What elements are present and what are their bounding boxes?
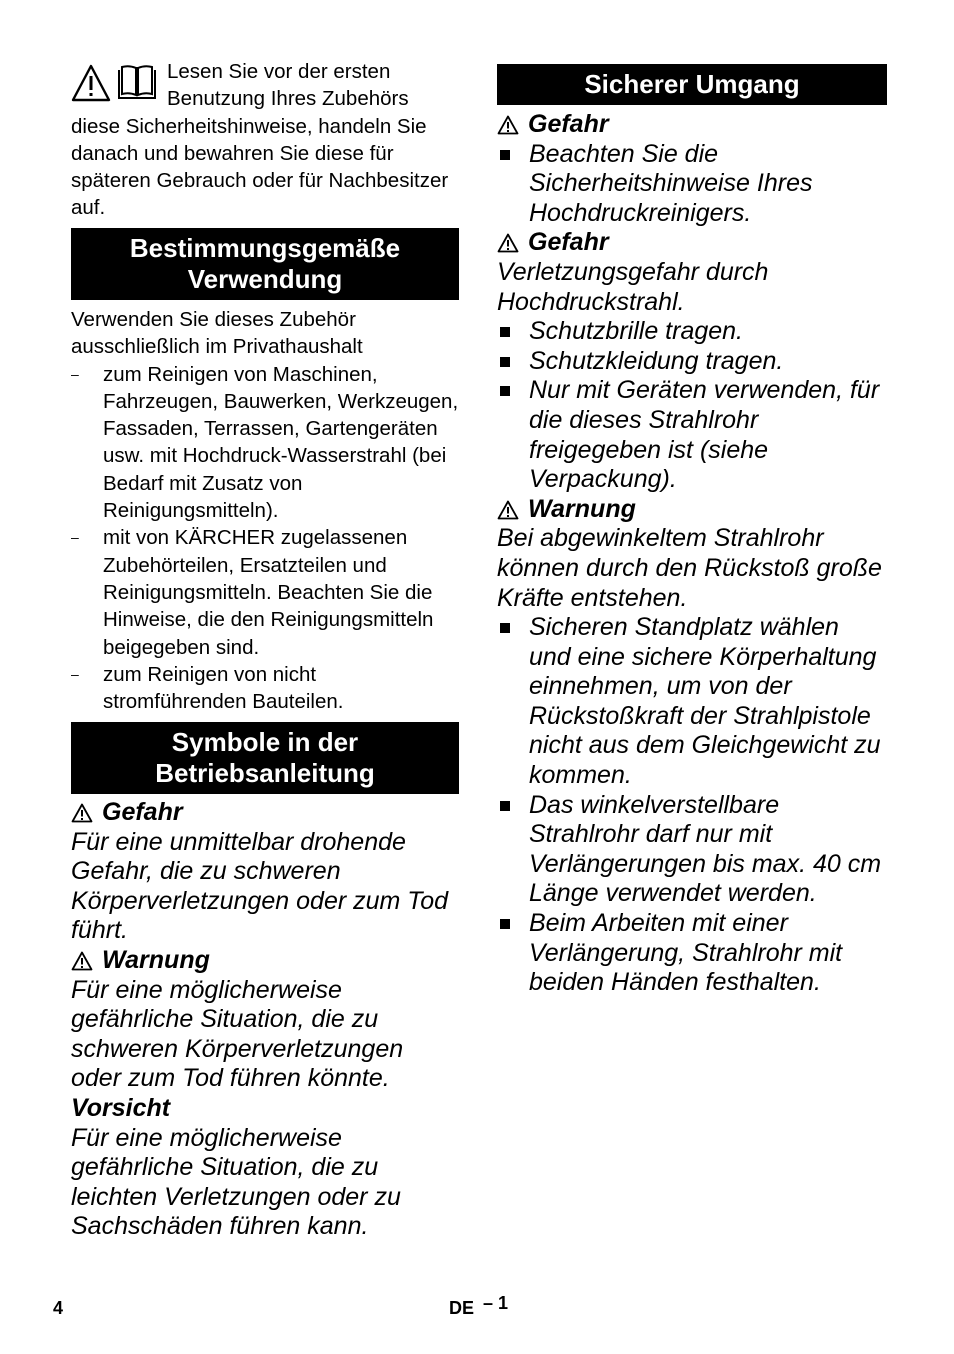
section-heading-symbole [71, 722, 459, 794]
gefahr-heading: Gefahr [497, 110, 887, 140]
warning-triangle-icon [71, 951, 93, 971]
gefahr-text: Für eine unmittelbar drohende Gefahr, die zu schweren Körperverletzungen oder zum Tod führt. [71, 827, 449, 945]
section-heading-bestimmung [71, 228, 459, 300]
section-heading: Sicherer Umgang [584, 69, 800, 99]
warning-triangle-icon [497, 115, 519, 135]
gefahr2-text: Verletzungsgefahr durch Hochdruckstrahl. [497, 257, 769, 316]
gefahr2-list [497, 317, 887, 495]
list-item: Schutzbrille tragen. [497, 317, 887, 347]
warnung-list [497, 613, 887, 998]
list-item: Nur mit Geräten verwenden, für die dieses Strahlrohr freigegeben ist (siehe Verpackung). [497, 376, 887, 494]
section-heading-line1: Bestimmungsgemäße [129, 233, 401, 263]
warning-triangle-icon [71, 803, 93, 823]
list-item: Schutzkleidung tragen. [497, 347, 887, 377]
list-item: Beachten Sie die Sicherheitshinweise Ihres Hochdruckreinigers. [497, 140, 887, 229]
vorsicht-text: Für eine möglicherweise gefährliche Situation, die zu leichten Verletzungen oder zu Sachschäden führen kann. [71, 1123, 401, 1241]
section-heading-line2: Betriebsanleitung [155, 758, 375, 788]
section-heading-line1: Symbole in der [171, 727, 359, 757]
list-item: Sicheren Standplatz wählen und eine sichere Körperhaltung einnehmen, um von der Rückstoßkraft der Strahlpistole nicht aus dem Gleichgewicht zu kommen. [497, 613, 887, 791]
section-bestimmung-body [71, 306, 459, 715]
warnung-text: Für eine möglicherweise gefährliche Situation, die zu schweren Körperverletzungen oder zum Tod führen könnte. [71, 975, 404, 1093]
section-heading-line2: Verwendung [187, 264, 343, 294]
vorsicht-heading: Vorsicht [71, 1093, 171, 1122]
list-item: Beim Arbeiten mit einer Verlängerung, Strahlrohr mit beiden Händen festhalten. [497, 909, 887, 998]
usage-intro: Verwenden Sie dieses Zubehör ausschließlich im Privathaushalt [71, 308, 363, 359]
section-sicherer-umgang-body [497, 110, 887, 998]
section-symbole-body [71, 798, 459, 1242]
list-item: Das winkelverstellbare Strahlrohr darf nur mit Verlängerungen bis max. 40 cm Länge verwendet werden. [497, 791, 887, 909]
language-page: – 1 [483, 1293, 509, 1313]
warnung-heading: Warnung [71, 946, 459, 976]
gefahr-heading: Gefahr [71, 798, 459, 828]
warnung-text: Bei abgewinkeltem Strahlrohr können durch den Rückstoß große Kräfte entstehen. [497, 524, 882, 612]
intro-icons [71, 64, 161, 104]
warning-triangle-icon [497, 233, 519, 253]
section-heading-sicherer-umgang [497, 64, 887, 105]
gefahr-heading: Gefahr [497, 228, 887, 258]
warnung-heading: Warnung [497, 495, 887, 525]
gefahr1-list [497, 140, 887, 229]
usage-list [71, 361, 459, 716]
warning-triangle-icon [497, 500, 519, 520]
list-item: – zum Reinigen von Maschinen, Fahrzeugen, Bauwerken, Werkzeugen, Fassaden, Terrassen, Gartengeräten usw. mit Hochdruck-Wasserstrahl (bei Bedarf mit Zusatz von Reinigungsmitteln). [71, 361, 459, 525]
list-item: – zum Reinigen von nicht stromführenden Bauteilen. [71, 661, 459, 716]
warning-triangle-icon [71, 64, 111, 102]
language-label: DE – 1 [449, 1293, 509, 1318]
intro-paragraph [71, 58, 459, 222]
page-number: 4 [53, 1298, 64, 1318]
manual-book-icon [115, 64, 159, 102]
list-item: – mit von KÄRCHER zugelassenen Zubehörteilen, Ersatzteilen und Reinigungsmitteln. Beachten Sie die Hinweise, die den Reinigungsmitteln beigegeben sind. [71, 524, 459, 660]
intro-text: Lesen Sie vor der ersten Benutzung Ihres Zubehörs diese Sicherheitshinweise, handeln Sie danach und bewahren Sie diese für späteren Gebrauch oder für Nachbesitzer auf. [71, 60, 449, 220]
